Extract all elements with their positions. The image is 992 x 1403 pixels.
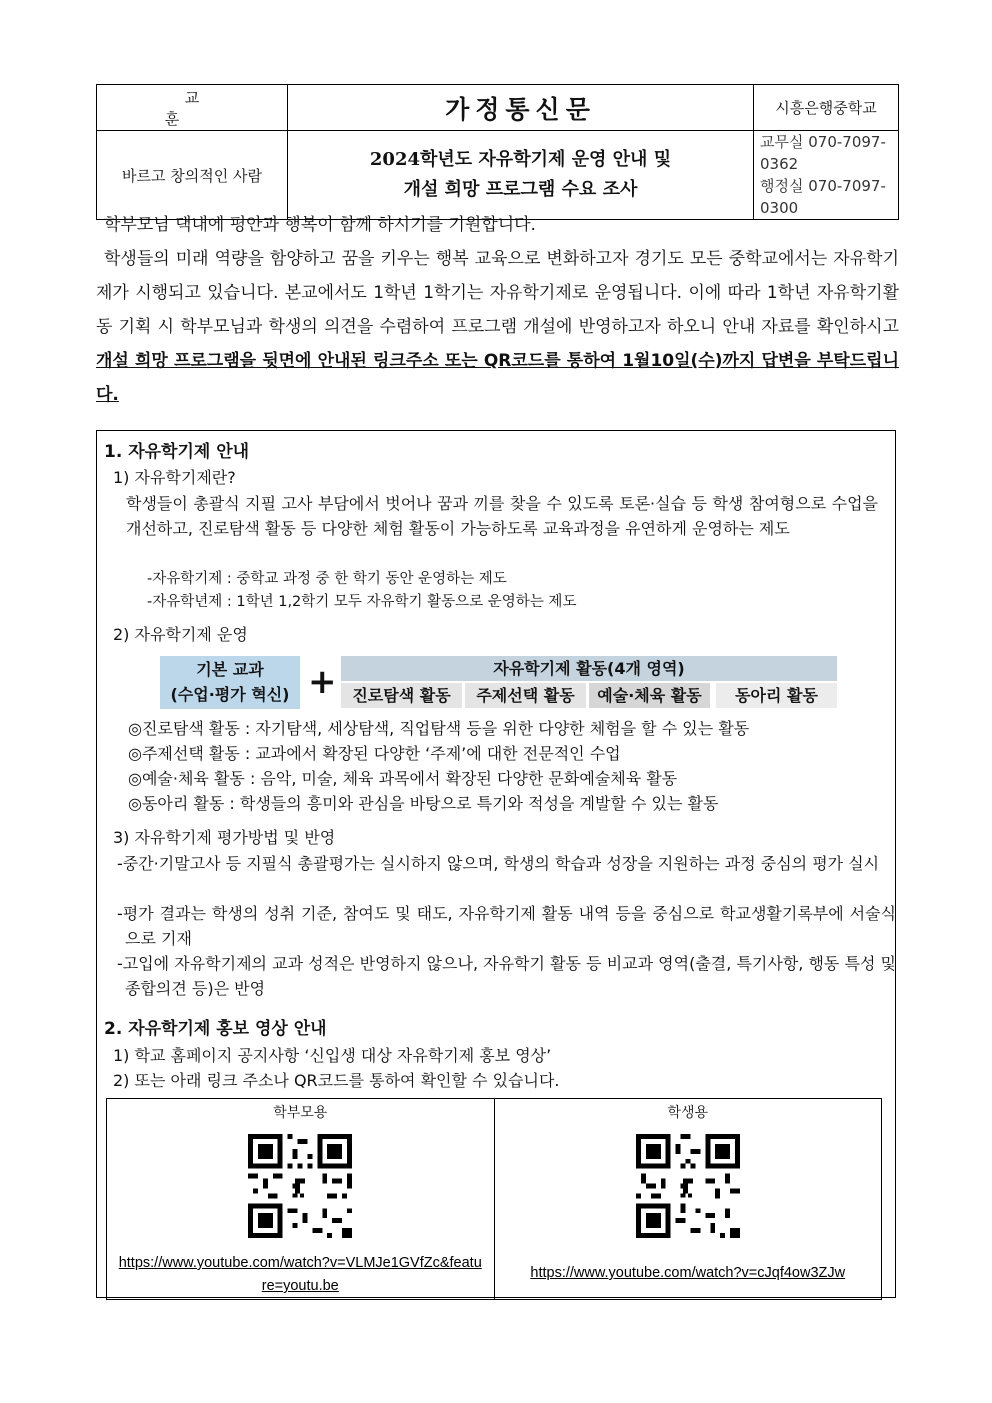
basic-line1: 기본 교과 (196, 660, 264, 679)
eval3: -고입에 자유학기제의 교과 성적은 반영하지 않으나, 자유학기 활동 등 비교과 영역(출결, 특기사항, 행동 특성 및 종합의견 등)은 반영 (117, 954, 896, 998)
q1-item2: -자유학년제 : 1학년 1,2학기 모두 자유학기 활동으로 운영하는 제도 (147, 594, 577, 610)
intro (96, 208, 899, 412)
intro-plain: 학생들의 미래 역량을 함양하고 꿈을 키우는 행복 교육으로 변화하고자 경기도 모든 중학교에서는 자유학기제가 시행되고 있습니다. 본교에서도 1학년 1학기는 자유학기제로 운영됩니다. 이에 따라 1학년 자유학기활동 기획 시 학부모님과 학생의 의견을 수렴하여 프로그램 개설에 반영하고자 하오니 안내 자료를 확인하시고 (96, 249, 899, 337)
motto-label-cell (97, 85, 288, 131)
eval1: -중간·기말고사 등 지필식 총괄평가는 실시하지 않으며, 학생의 학습과 성장을 지원하는 과정 중심의 평가 실시 (117, 854, 880, 873)
page-title: 가정통신문 (445, 94, 596, 124)
parent-video-link-1[interactable]: https://www.youtube.com/watch?v=VLMJe1GVfZc&featu (118, 1255, 482, 1271)
desc-topic: ◎주제선택 활동 : 교과에서 확장된 다양한 ‘주제’에 대한 전문적인 수업 (128, 744, 621, 763)
video-line2: 2) 또는 아래 링크 주소나 QR코드를 통하여 확인할 수 있습니다. (113, 1071, 560, 1090)
desc-career: ◎진로탐색 활동 : 자기탐색, 세상탐색, 직업탐색 등을 위한 다양한 체험을 할 수 있는 활동 (128, 719, 750, 738)
activity-career: 진로탐색 활동 (341, 683, 462, 708)
qr-code-icon[interactable] (248, 1134, 352, 1238)
motto-label: 교 훈 (164, 88, 240, 128)
desc-arts: ◎예술·체육 활동 : 음악, 미술, 체육 과목에서 확장된 다양한 문화예술체육 활동 (128, 769, 678, 788)
activity-arts: 예술·체육 활동 (589, 683, 710, 708)
q1-body: 학생들이 총괄식 지필 고사 부담에서 벗어나 꿈과 끼를 찾을 수 있도록 토론·실습 등 학생 참여형으로 수업을 개선하고, 진로탐색 활동 등 다양한 체험 활동이 가능하도록 교육과정을 유연하게 운영하는 제도 (126, 494, 878, 538)
intro-emphasis: 개설 희망 프로그램을 뒷면에 안내된 링크주소 또는 QR코드를 통하여 1월10일(수)까지 답변을 부탁드립니다. (96, 351, 899, 405)
desc-club: ◎동아리 활동 : 학생들의 흥미와 관심을 바탕으로 특기와 적성을 계발할 수 있는 활동 (128, 794, 719, 813)
qr-table (106, 1098, 882, 1300)
header-table (96, 84, 899, 220)
q3-heading: 3) 자유학기제 평가방법 및 반영 (113, 828, 336, 847)
basic-line2: (수업·평가 혁신) (170, 685, 290, 704)
activity-topic: 주제선택 활동 (465, 683, 586, 708)
q1-heading: 1) 자유학기제란? (113, 468, 236, 487)
motto: 바르고 창의적인 사람 (97, 131, 288, 220)
q2-heading: 2) 자유학기제 운영 (113, 625, 248, 644)
contact-office: 교무실 070-7097-0362 (760, 133, 886, 173)
subtitle-cell (288, 131, 754, 220)
contact-admin: 행정실 070-7097-0300 (760, 177, 886, 217)
student-label: 학생용 (667, 1105, 709, 1121)
activity-header: 자유학기제 활동(4개 영역) (341, 656, 837, 681)
section1-title: 1. 자유학기제 안내 (104, 442, 250, 462)
contact-cell (754, 131, 899, 220)
parent-label: 학부모용 (273, 1105, 328, 1121)
intro-paragraph (96, 242, 899, 412)
section2-title: 2. 자유학기제 홍보 영상 안내 (104, 1019, 327, 1039)
plus-icon: + (308, 662, 337, 702)
student-video-link[interactable]: https://www.youtube.com/watch?v=cJqf4ow3ZJw (530, 1265, 846, 1281)
q1-item1: -자유학기제 : 중학교 과정 중 한 학기 동안 운영하는 제도 (147, 571, 507, 587)
parent-video-link-2[interactable]: re=youtu.be (261, 1278, 339, 1294)
basic-subject-box (160, 656, 300, 709)
activity-club: 동아리 활동 (716, 683, 837, 708)
school-name: 시흥은행중학교 (754, 85, 899, 131)
video-line1: 1) 학교 홈페이지 공지사항 ‘신입생 대상 자유학기제 홍보 영상’ (113, 1046, 552, 1065)
parent-qr-cell (107, 1099, 495, 1300)
qr-code-icon[interactable] (636, 1134, 740, 1238)
subtitle-line2: 개설 희망 프로그램 수요 조사 (403, 179, 638, 200)
subtitle-line1: 2024학년도 자유학기제 운영 안내 및 (369, 149, 672, 170)
eval2: -평가 결과는 학생의 성취 기준, 참여도 및 태도, 자유학기제 활동 내역 등을 중심으로 학교생활기록부에 서술식으로 기재 (117, 904, 896, 948)
title-cell (288, 85, 754, 131)
student-qr-cell (494, 1099, 882, 1300)
greeting: 학부모님 댁내에 평안과 행복이 함께 하시기를 기원합니다. (104, 215, 536, 235)
